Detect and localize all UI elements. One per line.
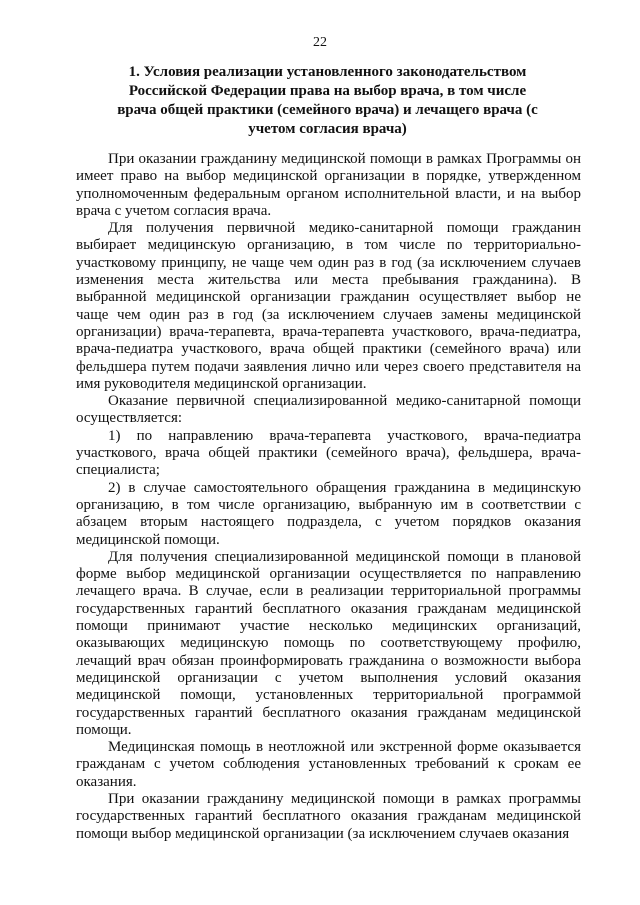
- paragraph: Для получения первичной медико-санитарной помощи гражданин выбирает медицинскую организацию, в том числе по территориально-участковому принципу, не чаще чем один раз в год (за исключением случаев изменения места жительства или места пребывания гражданина). В выбранной медицинской организации гражданин осуществляет выбор не чаще чем один раз в год (за исключением случаев замены медицинской организации) врача-терапевта, врача-терапевта участкового, врача-педиатра, врача-педиатра участкового, врача общей практики (семейного врача) или фельдшера путем подачи заявления лично или через своего представителя на имя руководителя медицинской организации.: [76, 220, 581, 392]
- paragraph: При оказании гражданину медицинской помощи в рамках Программы он имеет право на выбор медицинской организации в порядке, утвержденном уполномоченным федеральным органом исполнительной власти, и на выбор врача с учетом согласия врача.: [76, 151, 581, 219]
- paragraph: Для получения специализированной медицинской помощи в плановой форме выбор медицинской организации осуществляется по направлению лечащего врача. В случае, если в реализации территориальной программы государственных гарантий бесплатного оказания гражданам медицинской помощи принимают участие несколько медицинских организаций, оказывающих медицинскую помощь по соответствующему профилю, лечащий врач обязан проинформировать гражданина о возможности выбора медицинской организации с учетом выполнения условий оказания медицинской помощи, установленных территориальной программой государственных гарантий бесплатного оказания гражданам медицинской помощи.: [76, 548, 581, 738]
- section-title: 1. Условия реализации установленного законодательством Российской Федерации права на выбор врача, в том числе врача общей практики (семейного врача) и лечащего врача (с учетом согласия врача): [117, 64, 538, 137]
- paragraph: При оказании гражданину медицинской помощи в рамках программы государственных гарантий бесплатного оказания гражданам медицинской помощи выбор медицинской организации (за исключением случаев оказания: [76, 790, 581, 842]
- document-body: [76, 151, 581, 843]
- paragraph: Медицинская помощь в неотложной или экстренной форме оказывается гражданам с учетом соблюдения установленных требований к срокам ее оказания.: [76, 739, 581, 790]
- page-number: 22: [313, 35, 327, 50]
- paragraph: 2) в случае самостоятельного обращения гражданина в медицинскую организацию, в том числе организацию, выбранную им в соответствии с абзацем вторым настоящего подраздела, с учетом порядков оказания медицинской помощи.: [76, 479, 581, 548]
- paragraph: 1) по направлению врача-терапевта участкового, врача-педиатра участкового, врача общей практики (семейного врача), фельдшера, врача-специалиста;: [76, 427, 581, 479]
- paragraph: Оказание первичной специализированной медико-санитарной помощи осуществляется:: [76, 393, 581, 427]
